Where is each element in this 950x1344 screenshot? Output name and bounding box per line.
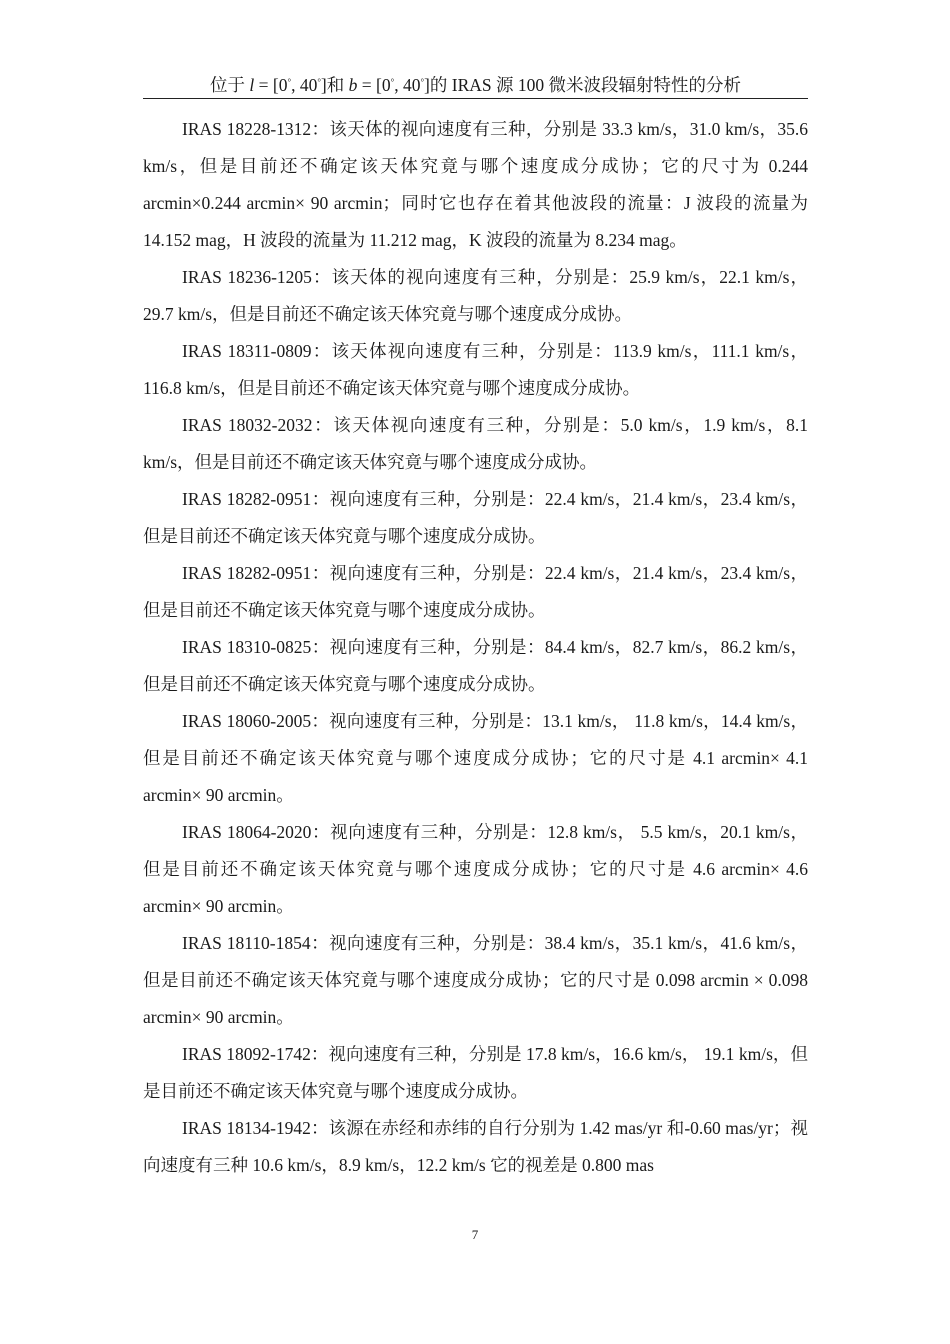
paragraph-iras-18032-2032: IRAS 18032-2032：该天体视向速度有三种，分别是：5.0 km/s，1.9 km/s，8.1 km/s，但是目前还不确定该天体究竟与哪个速度成分成协。 <box>143 415 808 472</box>
paragraph-iras-18092-1742: IRAS 18092-1742：视向速度有三种，分别是 17.8 km/s，16.6 km/s， 19.1 km/s，但是目前还不确定该天体究竟与哪个速度成分成协。 <box>143 1044 808 1101</box>
degree-symbol: ° <box>420 77 425 87</box>
paragraph-iras-18060-2005: IRAS 18060-2005：视向速度有三种，分别是：13.1 km/s， 11.8 km/s，14.4 km/s，但是目前还不确定该天体究竟与哪个速度成分成协；它的尺寸是 4.1 arcmin× 4.1 arcmin× 90 arcmin。 <box>143 711 808 805</box>
running-header <box>143 72 808 99</box>
paragraph-iras-18282-0951: IRAS 18282-0951：视向速度有三种，分别是：22.4 km/s，21.4 km/s，23.4 km/s，但是目前还不确定该天体究竟与哪个速度成分成协。 <box>143 489 808 546</box>
paragraph-iras-18064-2020: IRAS 18064-2020：视向速度有三种，分别是：12.8 km/s， 5.5 km/s，20.1 km/s，但是目前还不确定该天体究竟与哪个速度成分成协；它的尺寸是 4.6 arcmin× 4.6 arcmin× 90 arcmin。 <box>143 822 808 916</box>
header-l-variable: l <box>249 75 255 95</box>
paragraph-iras-18236-1205: IRAS 18236-1205：该天体的视向速度有三种，分别是：25.9 km/s，22.1 km/s，29.7 km/s，但是目前还不确定该天体究竟与哪个速度成分成协。 <box>143 267 808 324</box>
paragraph-iras-18110-1854: IRAS 18110-1854：视向速度有三种，分别是：38.4 km/s，35.1 km/s，41.6 km/s，但是目前还不确定该天体究竟与哪个速度成分成协；它的尺寸是 0.098 arcmin × 0.098 arcmin× 90 arcmin。 <box>143 933 808 1027</box>
header-pre: 位于 <box>210 75 250 95</box>
header-l-mid: , 40 <box>291 75 318 95</box>
paragraph-iras-18134-1942: IRAS 18134-1942：该源在赤经和赤纬的自行分别为 1.42 mas/yr 和-0.60 mas/yr；视向速度有三种 10.6 km/s，8.9 km/s，12.2 km/s 它的视差是 0.800 mas <box>143 1118 808 1175</box>
header-post: ]的 IRAS 源 100 微米波段辐射特性的分析 <box>424 75 741 95</box>
header-b-eq: = [0 <box>357 75 391 95</box>
header-b-mid: , 40 <box>394 75 421 95</box>
header-l-close: ]和 <box>320 75 349 95</box>
paragraph-iras-18310-0825: IRAS 18310-0825：视向速度有三种，分别是：84.4 km/s，82.7 km/s，86.2 km/s，但是目前还不确定该天体究竟与哪个速度成分成协。 <box>143 637 808 694</box>
paragraph-iras-18311-0809: IRAS 18311-0809：该天体视向速度有三种，分别是：113.9 km/s，111.1 km/s，116.8 km/s，但是目前还不确定该天体究竟与哪个速度成分成协。 <box>143 341 808 398</box>
degree-symbol: ° <box>317 77 321 87</box>
page-number: 7 <box>471 1227 479 1242</box>
body-text <box>143 111 808 1184</box>
header-b-variable: b <box>348 75 358 95</box>
degree-symbol: ° <box>390 77 395 87</box>
header-l-eq: = [0 <box>254 75 288 95</box>
paragraph-iras-18228-1312: IRAS 18228-1312：该天体的视向速度有三种，分别是 33.3 km/s，31.0 km/s，35.6 km/s，但是目前还不确定该天体究竟与哪个速度成分成协；它的尺寸为 0.244 arcmin×0.244 arcmin× 90 arcmin；同时它也存在着其他波段的流量：J 波段的流量为 14.152 mag，H 波段的流量为 11.212 mag，K 波段的流量为 8.234 mag。 <box>143 119 808 250</box>
degree-symbol: ° <box>287 77 292 87</box>
paragraph-iras-18282-0951-repeat: IRAS 18282-0951：视向速度有三种，分别是：22.4 km/s，21.4 km/s，23.4 km/s，但是目前还不确定该天体究竟与哪个速度成分成协。 <box>143 563 808 620</box>
